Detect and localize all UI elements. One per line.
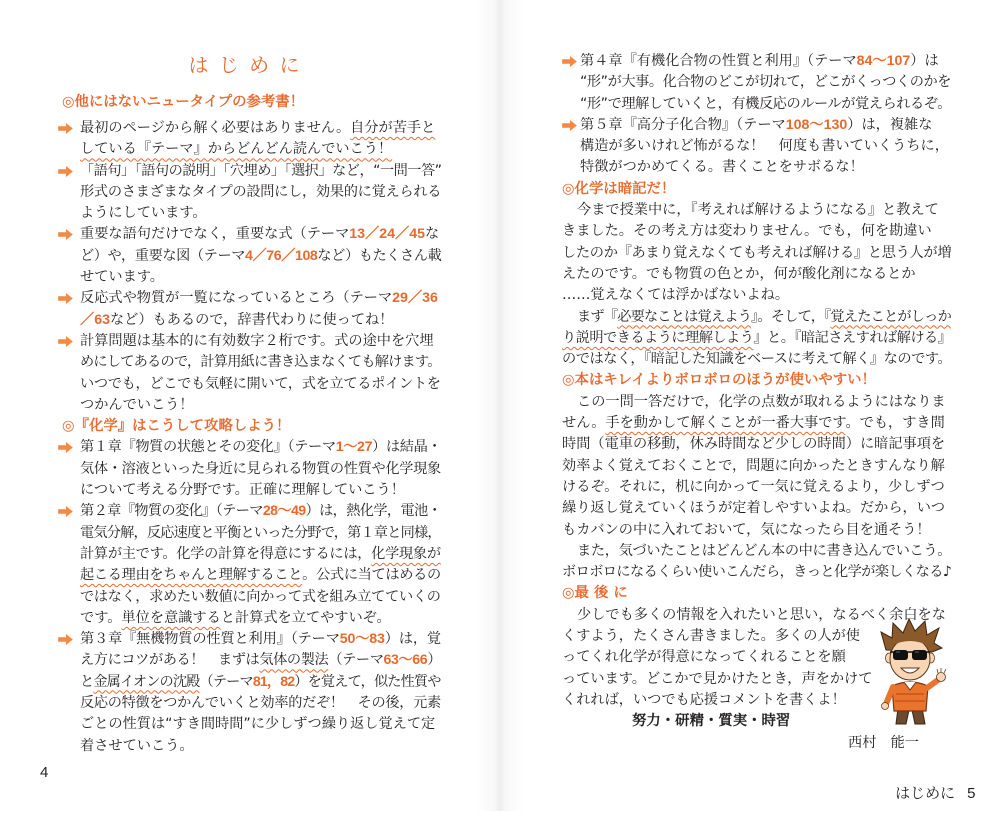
text-run: つかんでいこう！ <box>80 396 194 413</box>
text-run: ようにしています。 <box>80 205 207 222</box>
bullet-item <box>56 331 442 416</box>
text-run: 最初のページから解く必要はありません。 <box>80 119 351 136</box>
paragraph <box>560 307 952 371</box>
text-run: “形”が大事。化合物のどこが切れて，どこがくっつくのかを <box>580 74 951 91</box>
text-line <box>80 523 442 544</box>
text-line <box>80 139 442 160</box>
text-line <box>580 51 952 72</box>
theme-number: 29／36 <box>392 290 438 307</box>
text-run: など）もたくさん載 <box>317 247 442 264</box>
text-run: ）は，覚 <box>384 631 441 648</box>
text-line <box>80 310 442 331</box>
text-line <box>562 626 884 647</box>
underlined-phrase: り説明できるように理解しよう <box>562 329 754 346</box>
text-line <box>580 72 952 93</box>
text-run: 形式のさまざまなタイプの設問にし，効果的に覚えられる <box>80 183 442 200</box>
text-run: くれれば，いつでも応援コメントを書くよ！ <box>562 691 846 708</box>
text-run: 。でも，すき間 <box>845 415 945 432</box>
paragraph <box>560 392 952 541</box>
text-run: 第５章『高分子化合物』（テーマ <box>580 116 786 133</box>
text-run: ……覚えなくては浮かばないよね。 <box>562 287 790 304</box>
text-run: まず『 <box>577 308 618 325</box>
page-number: 5 <box>967 785 976 802</box>
text-run: また，気づいたことはどんどん本の中に書き込んでいこう。 <box>577 542 952 559</box>
text-line <box>80 736 442 757</box>
text-line <box>562 498 952 519</box>
text-line <box>562 221 952 242</box>
paragraph <box>560 200 952 306</box>
text-line <box>80 246 442 267</box>
text-line <box>80 565 442 586</box>
text-line <box>80 161 442 182</box>
text-run: 構造が多いけれど怖がるな！ 何度も書いていくうちに， <box>580 138 949 155</box>
text-line <box>80 374 442 395</box>
right-page <box>500 0 1000 811</box>
bullet-item <box>56 224 442 288</box>
text-run: 第１章『物質の状態とその変化』（テーマ <box>80 439 336 456</box>
text-run: もカバンの中に入れておいて，気になったら目を通そう！ <box>562 521 931 538</box>
text-run: っています。どこかで見かけたとき，声をかけて <box>562 670 873 687</box>
text-line <box>562 264 952 285</box>
text-line <box>80 224 442 245</box>
author-illustration <box>872 616 952 726</box>
text-run: この一問一答だけで，化学の点数が取れるようにはなりま <box>577 393 946 410</box>
bullet-item <box>56 437 442 501</box>
theme-number: 13／24／45 <box>349 226 425 243</box>
text-run: ）を覚えて，似た性質や <box>294 673 441 690</box>
text-line <box>562 434 952 455</box>
text-line <box>562 541 952 562</box>
theme-number: 108～130 <box>785 116 848 133</box>
theme-number: 81，82 <box>252 673 295 690</box>
bullet-item <box>560 115 952 179</box>
text-run: くすよう，たくさん書きました。多くの人が使 <box>562 628 860 645</box>
theme-number: 1～27 <box>335 439 373 456</box>
bullet-item <box>560 51 952 115</box>
arrow-right-icon <box>58 293 73 304</box>
text-run: 』。そして，『 <box>751 308 831 325</box>
text-run: ボロボロになるくらい使いこんだら，きっと化学が楽しくなる♪ <box>562 564 952 581</box>
running-footer <box>876 763 975 824</box>
text-run: 計算が主です。化学の計算を得意にするには， <box>80 545 372 562</box>
text-run: 時間（電車の移動，休み時間など少しの時間）に暗記事項を <box>562 436 946 453</box>
arrow-right-icon <box>58 506 73 517</box>
text-line <box>80 182 442 203</box>
theme-number: 63～66 <box>383 652 428 669</box>
text-run: 。公式に当てはめるの <box>302 567 441 584</box>
text-run: のではなく，『暗記した知識をベースに考えて解く』なのです。 <box>562 351 952 368</box>
author-signature: 西村 能一 <box>848 735 919 751</box>
right-text-column <box>560 51 952 711</box>
section-heading: ◎化学は暗記だ！ <box>562 180 676 197</box>
theme-number: 4／76／108 <box>245 247 318 264</box>
text-line <box>80 650 442 671</box>
text-line <box>562 690 884 711</box>
section-heading: ◎最 後 に <box>562 585 628 602</box>
text-run: え方にコツがある！ まずは <box>80 652 260 669</box>
text-line <box>80 629 442 650</box>
page-title: は じ め に <box>188 53 302 77</box>
arrow-right-icon <box>562 56 577 67</box>
arrow-right-icon <box>58 442 73 453</box>
text-line <box>80 693 442 714</box>
text-run: ）は <box>910 53 939 69</box>
text-line <box>80 267 442 288</box>
text-run: と計算式を立てやすいぞ。 <box>220 609 391 626</box>
text-line <box>562 456 952 477</box>
text-line <box>80 608 442 629</box>
text-run: 計算問題は基本的に有効数字２桁です。式の途中を穴埋 <box>80 332 434 349</box>
text-run: ）は結晶・ <box>372 439 442 456</box>
text-run: きました。その考え方は変わりません。でも，何を勘違い <box>562 223 932 240</box>
text-line <box>562 285 952 306</box>
text-run: えたのです。でも物質の色とか，何が酸化剤になるとか <box>562 265 916 282</box>
text-run: 重要な語句だけでなく，重要な式（テーマ <box>80 226 350 243</box>
underlined-phrase: 気体の製法 <box>259 652 329 669</box>
underlined-phrase: 化学現象が <box>371 545 441 562</box>
text-run: について考える分野です。正確に理解していこう！ <box>80 482 405 499</box>
text-line <box>80 288 442 309</box>
section-heading: ◎本はキレイよりボロボロのほうが使いやすい！ <box>562 372 876 389</box>
text-run: 』と。『暗記さえすれば解ける』 <box>753 329 952 346</box>
text-line <box>580 94 952 115</box>
text-line <box>562 647 884 668</box>
section-heading: ◎『化学』はこうして攻略しよう！ <box>62 418 291 435</box>
text-run: せています。 <box>80 269 164 286</box>
text-line <box>562 307 952 328</box>
text-run: ってくれ化学が得意になってくれることを願 <box>562 649 846 666</box>
text-run: 第２章『物質の変化』（テーマ <box>80 503 263 520</box>
text-run: けるぞ。それに，机に向かって一気に覚えるより，少しずつ <box>562 478 945 495</box>
text-line <box>562 243 952 264</box>
text-line <box>80 480 442 501</box>
text-run: 第４章『有機化合物の性質と利用』（テーマ <box>580 53 857 69</box>
text-run: （テーマ <box>328 652 384 669</box>
text-run: 特徴がつかめてくる。書くことをサボるな！ <box>580 159 864 176</box>
text-line <box>80 331 442 352</box>
left-text-column <box>56 92 442 757</box>
text-line <box>562 328 952 349</box>
text-run: 気体・溶液といった身近に見られる物質の性質や化学現象 <box>80 460 441 477</box>
left-page <box>0 0 500 811</box>
text-line <box>562 562 952 583</box>
paragraph <box>560 541 952 584</box>
theme-number: ／63 <box>80 311 110 328</box>
text-run: 着させていこう。 <box>80 737 194 754</box>
text-line <box>562 200 952 221</box>
text-line <box>562 477 952 498</box>
underlined-phrase: 覚えたことがしっか <box>830 308 951 325</box>
text-run: ）は，複雑な <box>847 116 933 133</box>
underlined-phrase: している『テーマ』からどんどん読んでいこう！ <box>80 141 393 158</box>
text-run: したのか『あまり覚えなくても考えれば解ける』と思う人が増 <box>562 244 952 261</box>
underlined-phrase: 起こる理由をちゃんと理解すること <box>80 567 303 584</box>
book-gutter <box>476 0 524 811</box>
text-line <box>80 437 442 458</box>
text-line <box>80 672 442 693</box>
text-line <box>80 352 442 373</box>
text-run: 効率よく覚えておくことで，問題に向かったときすんなり解 <box>562 457 945 474</box>
page-number: 4 <box>40 764 49 781</box>
text-run: ） <box>427 652 442 669</box>
text-line <box>580 115 952 136</box>
text-line <box>80 714 442 735</box>
text-run: せん。 <box>562 415 606 432</box>
text-run: “形”で理解していくと，有機反応のルールが覚えられるぞ。 <box>580 95 951 112</box>
text-run: 電気分解，反応速度と平衡といった分野で，第１章と同様， <box>80 524 441 541</box>
text-line <box>580 157 952 178</box>
text-line <box>562 349 952 370</box>
text-run: 繰り返し覚えていくほうが定着しやすいよね。だから，いつ <box>562 500 946 517</box>
text-line <box>80 501 442 522</box>
text-line <box>562 520 952 541</box>
arrow-right-icon <box>562 120 577 131</box>
text-line <box>80 203 442 224</box>
bullet-item <box>56 501 442 629</box>
text-run: （テーマ <box>199 673 253 690</box>
text-run: ではなく，求めたい数値に向かって式を組み立てていくの <box>80 588 441 605</box>
text-line <box>562 669 884 690</box>
text-run: な <box>425 226 440 243</box>
text-run: ）は，熱化学，電池・ <box>305 503 442 520</box>
bullet-item <box>56 629 442 757</box>
theme-number: 50～83 <box>339 631 385 648</box>
arrow-right-icon <box>58 166 73 177</box>
text-run: 反応の特徴をつかんでいくと効率的だぞ！ その後，元素 <box>80 695 441 711</box>
text-line <box>80 587 442 608</box>
underlined-phrase: 自分が苦手と <box>350 119 436 136</box>
arrow-right-icon <box>58 123 73 134</box>
text-line <box>80 395 442 416</box>
underlined-phrase: 金属イオンの沈殿 <box>93 673 200 690</box>
bullet-item <box>56 288 442 331</box>
arrow-right-icon <box>58 336 73 347</box>
underlined-phrase: 必要なことは覚えよう <box>617 308 752 325</box>
text-line <box>580 136 952 157</box>
theme-number: 84～107 <box>856 53 911 69</box>
text-run: 第３章『無機物質の性質と利用』（テーマ <box>80 631 340 648</box>
underlined-phrase: 単位を意識する <box>121 609 221 626</box>
text-run: など）もあるので，辞書代わりに使ってね！ <box>109 311 394 328</box>
text-line <box>80 544 442 565</box>
text-run: 「語句」「語句の説明」「穴埋め」「選択」など，“一問一答” <box>80 162 442 179</box>
section-heading: ◎他にはないニュータイプの参考書！ <box>62 94 305 110</box>
bullet-item <box>56 118 442 161</box>
bullet-item <box>56 161 442 225</box>
theme-number: 28～49 <box>262 503 306 520</box>
text-run: です。 <box>80 609 122 626</box>
text-line <box>562 413 952 434</box>
text-run: ど）や，重要な図（テーマ <box>80 247 245 264</box>
text-run: 反応式や物質が一覧になっているところ（テーマ <box>80 290 393 307</box>
text-line <box>80 118 442 139</box>
underlined-phrase: 手を動かして解くことが一番大事です <box>605 415 846 432</box>
text-line <box>80 459 442 480</box>
text-run: 少しでも多くの情報を入れたいと思い，なるべく余白をな <box>577 606 946 623</box>
text-run: 今まで授業中に，『考えれば解けるようになる』と教えて <box>577 202 939 219</box>
text-line <box>562 392 952 413</box>
arrow-right-icon <box>58 229 73 240</box>
text-run: と <box>80 673 94 690</box>
text-run: いつでも，どこでも気軽に開いて，式を立てるポイントを <box>80 375 441 392</box>
text-run: めにしてあるので，計算用紙に書き込まなくても解けます。 <box>80 354 441 371</box>
running-head: はじめに <box>895 784 956 802</box>
author-motto: 努力・研精・質実・時習 <box>632 713 791 729</box>
text-run: ごとの性質は“すき間時間”に少しずつ繰り返し覚えて定 <box>80 716 436 733</box>
arrow-right-icon <box>58 634 73 645</box>
